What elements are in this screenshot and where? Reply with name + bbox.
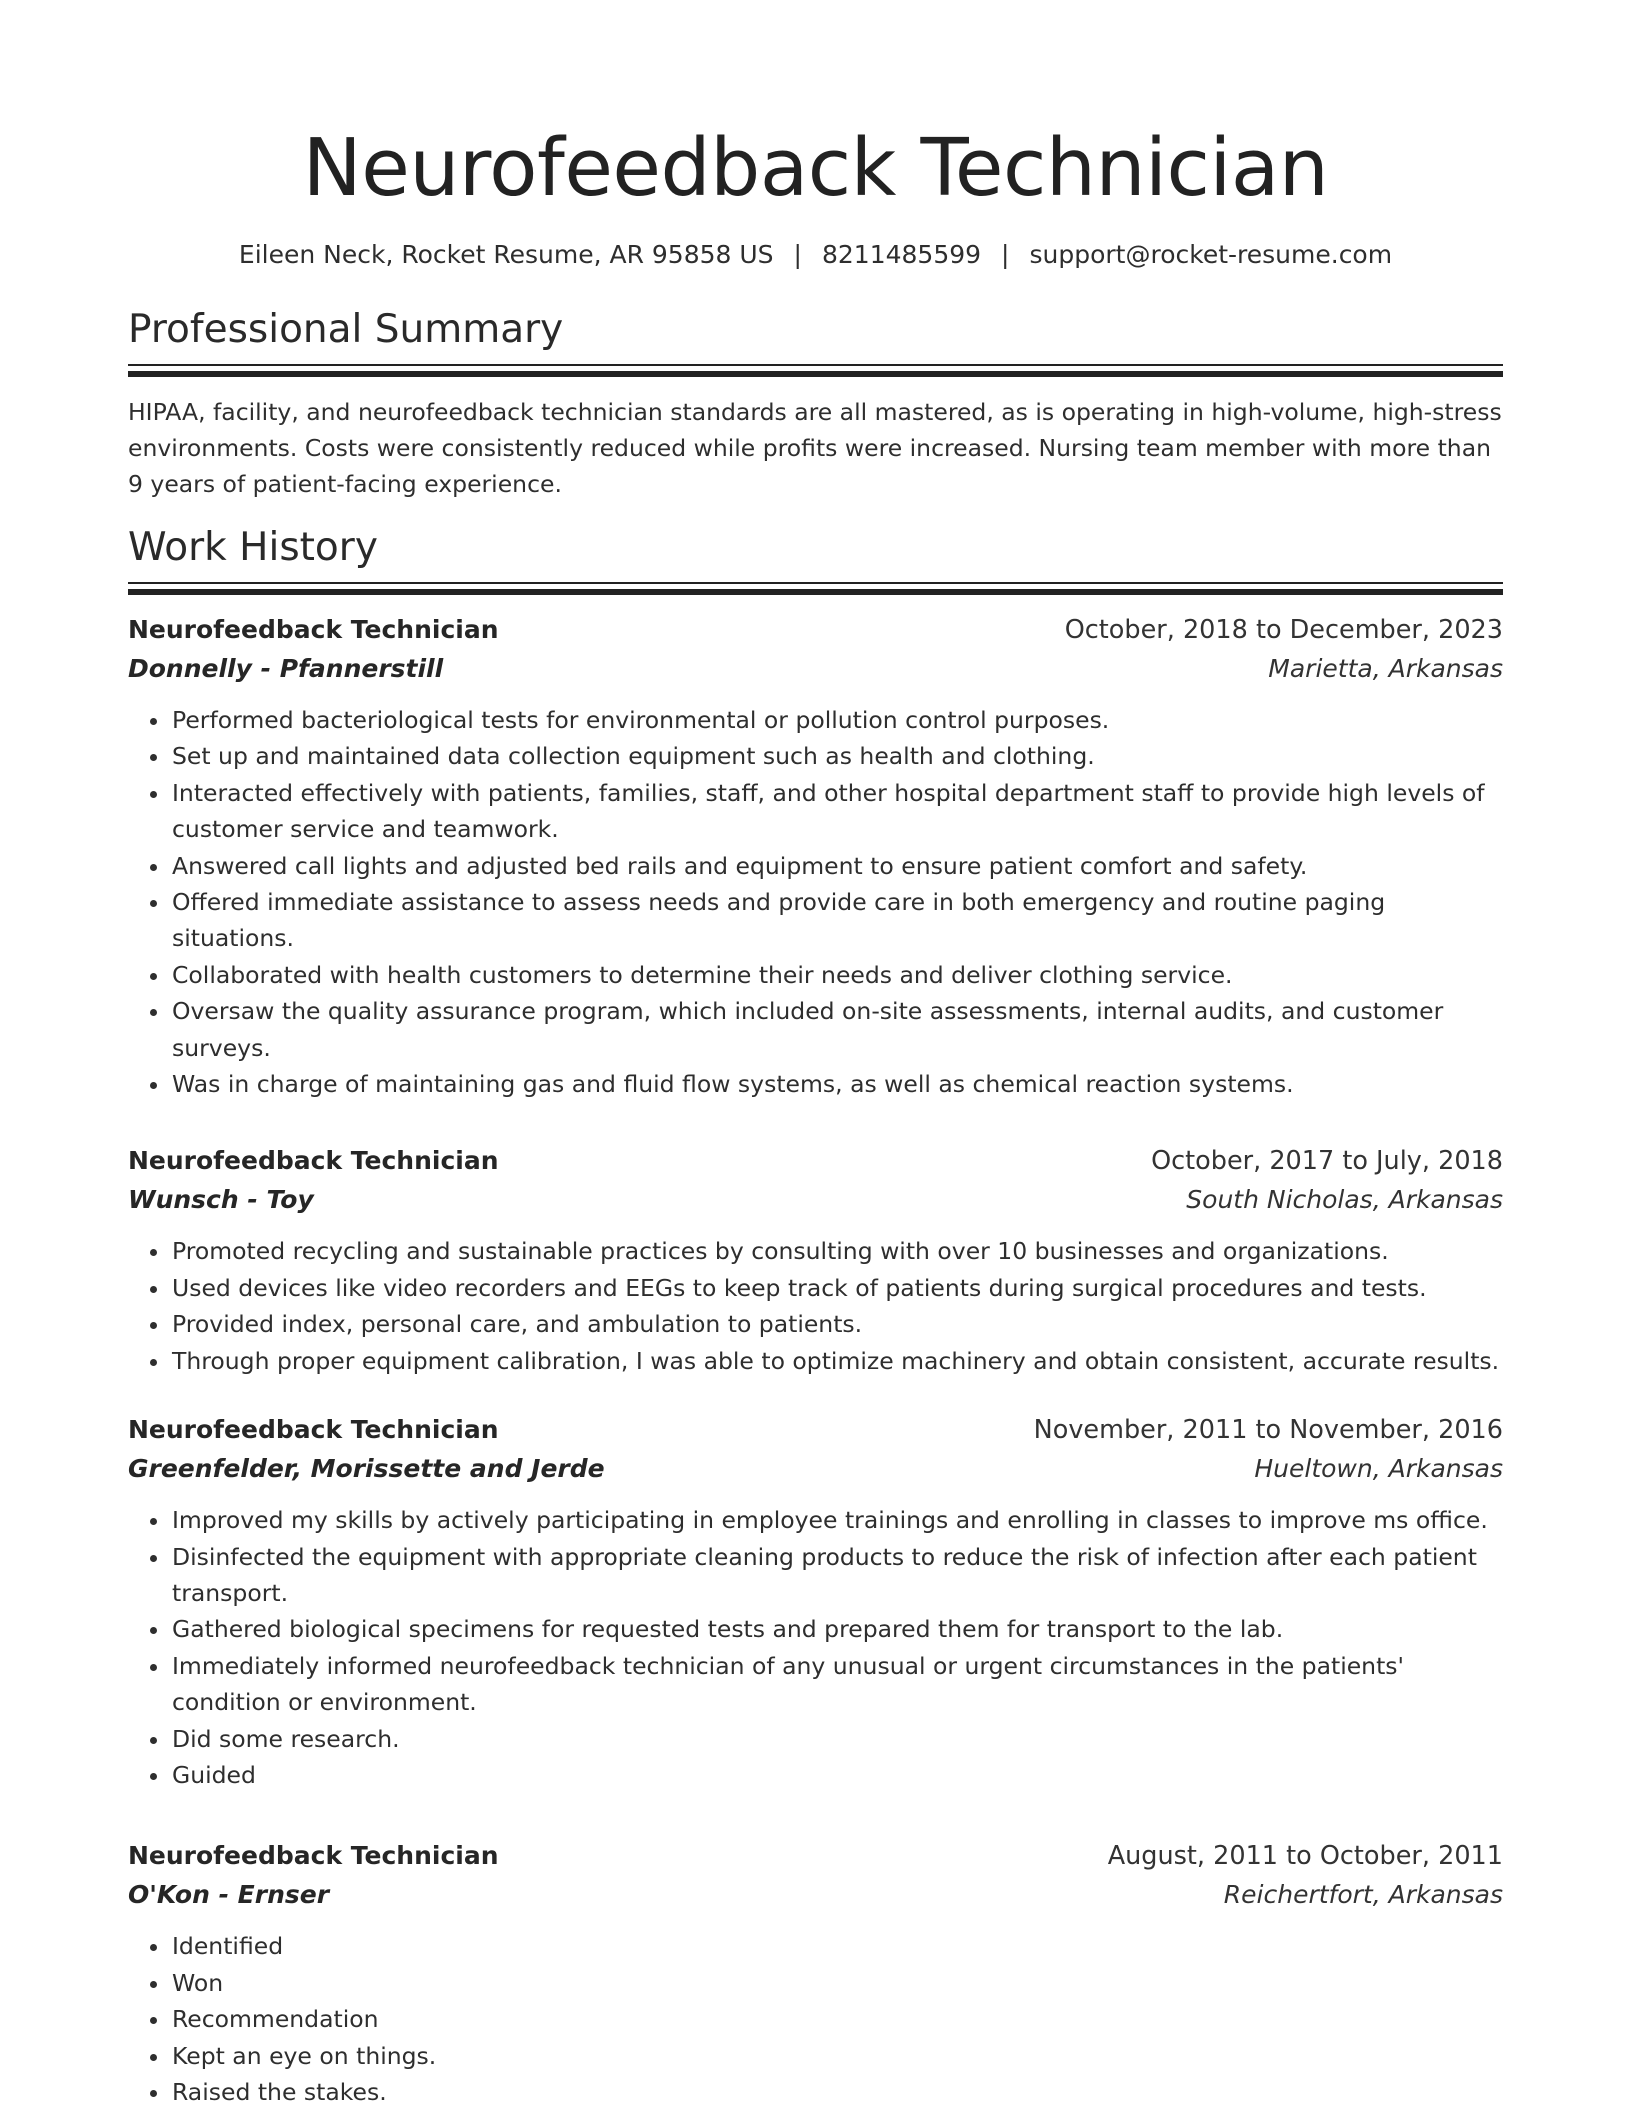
job-company: O'Kon - Ernser (128, 1880, 330, 1910)
list-item: • Recommendation (171, 2001, 1503, 2037)
job-location: South Nicholas, Arkansas (1186, 1185, 1503, 1215)
list-item: • Guided (171, 1757, 1503, 1793)
contact-separator: | (793, 240, 802, 269)
summary-text: HIPAA, facility, and neurofeedback technician standards are all mastered, as is operating in high-volume, high-stress environments. Costs were consistently reduced while profits were increased. Nursing team member with more than 9 years of patient-facing experience. (128, 398, 1502, 498)
list-item: • Promoted recycling and sustainable practices by consulting with over 10 businesses and organizations. (171, 1233, 1503, 1269)
list-item: • Gathered biological specimens for requested tests and prepared them for transport to the lab. (171, 1611, 1503, 1647)
list-item: • Won (171, 1965, 1503, 2001)
job-entry (128, 1411, 1503, 1793)
list-item: • Was in charge of maintaining gas and fluid flow systems, as well as chemical reaction systems. (171, 1066, 1503, 1102)
job-title: Neurofeedback Technician (128, 615, 499, 644)
jobs-list (128, 611, 1503, 2110)
list-item: • Answered call lights and adjusted bed rails and equipment to ensure patient comfort and safety. (171, 848, 1503, 884)
job-title: Neurofeedback Technician (128, 1415, 499, 1445)
job-company: Greenfelder, Morissette and Jerde (128, 1454, 605, 1484)
list-item: • Did some research. (171, 1721, 1503, 1757)
list-item: • Identified (171, 1928, 1503, 1964)
job-bullets (128, 702, 1503, 1102)
contact-address: Eileen Neck, Rocket Resume, AR 95858 US (238, 240, 774, 269)
section-heading-summary: Professional Summary (128, 307, 564, 352)
list-item: • Oversaw the quality assurance program, which included on-site assessments, internal audits, and customer surveys. (171, 993, 1503, 1066)
job-header (128, 1411, 1503, 1449)
job-bullets (128, 1928, 1503, 2110)
job-subheader (128, 1181, 1503, 1219)
job-subheader (128, 650, 1503, 688)
job-location: Marietta, Arkansas (1268, 654, 1503, 683)
list-item: • Through proper equipment calibration, I was able to optimize machinery and obtain consistent, accurate results. (171, 1343, 1503, 1379)
job-company: Donnelly - Pfannerstill (128, 654, 444, 683)
job-header (128, 1142, 1503, 1180)
section-divider (128, 582, 1503, 598)
contact-email: support@rocket-resume.com (1029, 240, 1393, 269)
job-dates: October, 2017 to July, 2018 (1151, 1146, 1503, 1177)
contact-separator: | (1001, 240, 1010, 269)
list-item: • Set up and maintained data collection equipment such as health and clothing. (171, 738, 1503, 774)
job-header (128, 611, 1503, 649)
job-entry (128, 1837, 1503, 2110)
section-divider (128, 364, 1503, 380)
job-subheader (128, 1450, 1503, 1488)
list-item: • Disinfected the equipment with appropriate cleaning products to reduce the risk of infection after each patient transport. (171, 1539, 1503, 1612)
job-bullets (128, 1502, 1503, 1793)
list-item: • Kept an eye on things. (171, 2038, 1503, 2074)
list-item: • Improved my skills by actively participating in employee trainings and enrolling in classes to improve ms office. (171, 1502, 1503, 1538)
job-company: Wunsch - Toy (128, 1185, 314, 1215)
job-entry (128, 1142, 1503, 1379)
list-item: • Raised the stakes. (171, 2074, 1503, 2110)
job-location: Reichertfort, Arkansas (1223, 1880, 1503, 1910)
list-item: • Used devices like video recorders and EEGs to keep track of patients during surgical procedures and tests. (171, 1270, 1503, 1306)
list-item: • Offered immediate assistance to assess needs and provide care in both emergency and routine paging situations. (171, 884, 1503, 957)
job-entry (128, 611, 1503, 1102)
list-item: • Collaborated with health customers to determine their needs and deliver clothing service. (171, 957, 1503, 993)
job-subheader (128, 1876, 1503, 1914)
job-dates: August, 2011 to October, 2011 (1107, 1841, 1503, 1872)
summary-section (128, 304, 1503, 502)
job-dates: October, 2018 to December, 2023 (1064, 615, 1503, 645)
resume-title: Neurofeedback Technician (302, 122, 1329, 214)
contact-line (128, 237, 1503, 273)
list-item: • Interacted effectively with patients, families, staff, and other hospital department staff to provide high levels of customer service and teamwork. (171, 775, 1503, 848)
job-location: Hueltown, Arkansas (1254, 1454, 1503, 1484)
list-item: • Provided index, personal care, and ambulation to patients. (171, 1306, 1503, 1342)
job-bullets (128, 1233, 1503, 1379)
list-item: • Performed bacteriological tests for environmental or pollution control purposes. (171, 702, 1503, 738)
section-heading-work-history: Work History (128, 525, 378, 570)
job-title: Neurofeedback Technician (128, 1841, 499, 1871)
job-dates: November, 2011 to November, 2016 (1033, 1415, 1503, 1446)
list-item: • Immediately informed neurofeedback technician of any unusual or urgent circumstances in the patients' condition or environment. (171, 1648, 1503, 1721)
resume-page (128, 0, 1503, 2110)
job-title: Neurofeedback Technician (128, 1146, 499, 1176)
job-header (128, 1837, 1503, 1875)
contact-phone: 8211485599 (821, 240, 982, 269)
work-history-section (128, 522, 1503, 2110)
